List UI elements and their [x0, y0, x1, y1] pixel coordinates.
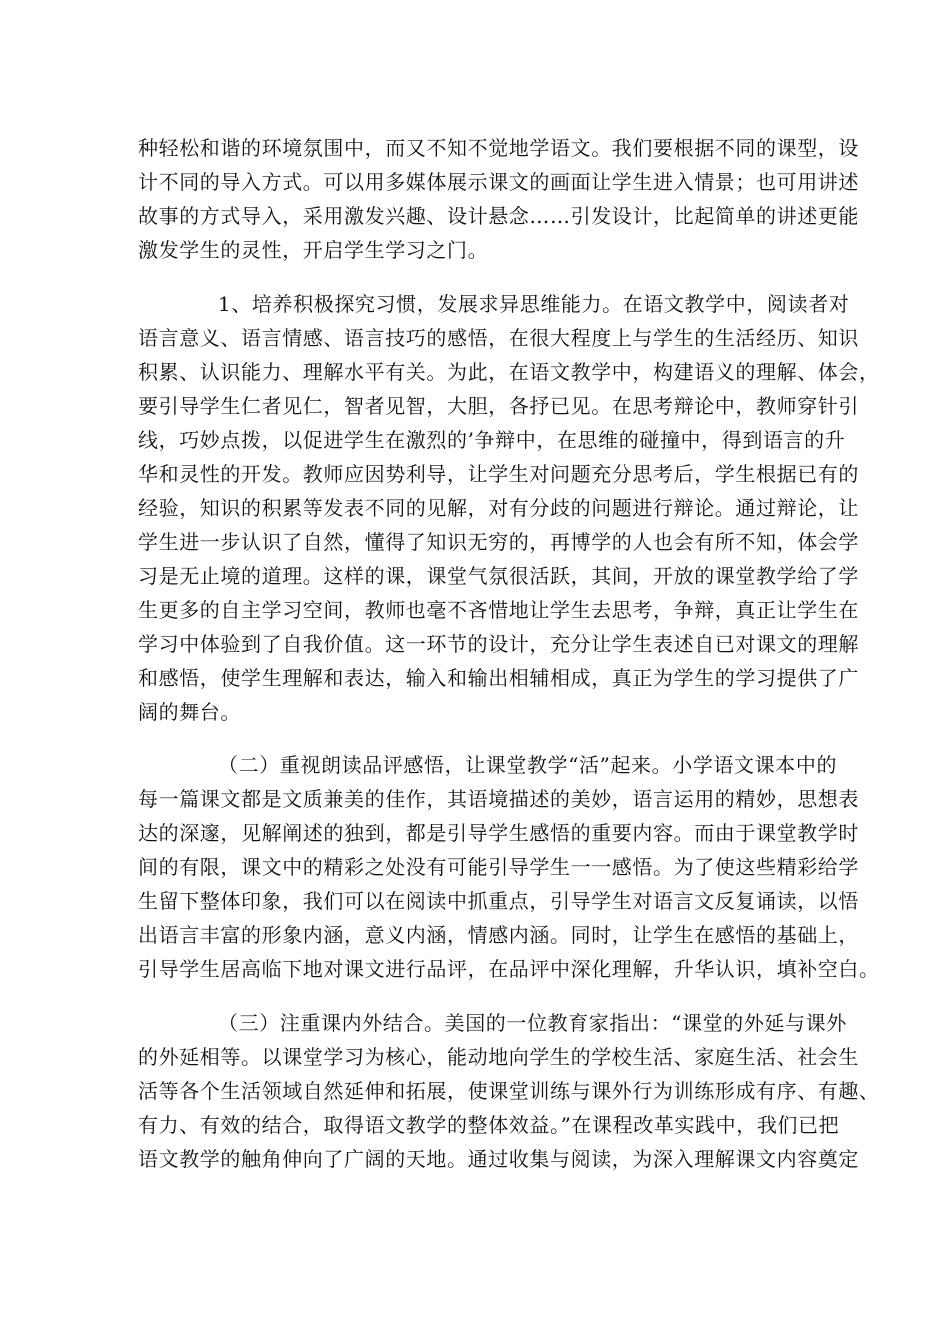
text-line: 出语言丰富的形象内涵，意义内涵，情感内涵。同时，让学生在感悟的基础上， [138, 923, 859, 947]
text-line: 激发学生的灵性，开启学生学习之门。 [138, 238, 489, 262]
text-line: 每一篇课文都是文质兼美的佳作，其语境描述的美妙，语言运用的精妙，思想表 [138, 787, 859, 811]
text-line: 语言意义、语言情感、语言技巧的感悟，在很大程度上与学生的生活经历、知识 [138, 326, 859, 350]
text-line: 有力、有效的结合，取得语文教学的整体效益。”在课程改革实践中，我们已把 [138, 1113, 840, 1137]
text-line: 线，巧妙点拨，以促进学生在激烈的’争辩中，在思维的碰撞中，得到语言的升 [138, 428, 846, 452]
text-line: 学生进一步认识了自然，懂得了知识无穷的，再博学的人也会有所不知，体会学 [138, 530, 859, 554]
text-line: 学习中体验到了自我价值。这一环节的设计，充分让学生表述自已对课文的理解 [138, 632, 859, 656]
text-line: （三）注重课内外结合。美国的一位教育家指出：“课堂的外延与课外 [218, 1011, 847, 1035]
text-line: 阔的舞台。 [138, 700, 241, 724]
text-line: 和感悟，使学生理解和表达，输入和输出相辅相成，真正为学生的学习提供了广 [138, 666, 859, 690]
text-line: 达的深邃，见解阐述的独到，都是引导学生感悟的重要内容。而由于课堂教学时 [138, 821, 859, 845]
text-line: 间的有限，课文中的精彩之处没有可能引导学生一一感悟。为了使这些精彩给学 [138, 855, 859, 879]
text-line: 华和灵性的开发。教师应因势利导，让学生对问题充分思考后，学生根据已有的 [138, 462, 859, 486]
text-line: 故事的方式导入，采用激发兴趣、设计悬念……引发设计，比起简单的讲述更能 [138, 204, 859, 228]
text-line: 生留下整体印象，我们可以在阅读中抓重点，引导学生对语言文反复诵读，以悟 [138, 889, 859, 913]
text-line: 习是无止境的道理。这样的课，课堂气氛很活跃，其间，开放的课堂教学给了学 [138, 564, 859, 588]
text-line: 计不同的导入方式。可以用多媒体展示课文的画面让学生进入情景；也可用讲述 [138, 170, 859, 194]
text-line: 积累、认识能力、理解水平有关。为此，在语文教学中，构建语义的理解、体会， [138, 360, 880, 384]
text-line: 经验，知识的积累等发表不同的见解，对有分歧的问题进行辩论。通过辩论，让 [138, 496, 859, 520]
text-line: 的外延相等。以课堂学习为核心，能动地向学生的学校生活、家庭生活、社会生 [138, 1045, 859, 1069]
text-line: 种轻松和谐的环境氛围中，而又不知不觉地学语文。我们要根据不同的课型，设 [138, 136, 859, 160]
text-line: 活等各个生活领域自然延伸和拓展，使课堂训练与课外行为训练形成有序、有趣、 [138, 1079, 880, 1103]
text-line: 1、培养积极探究习惯，发展求异思维能力。在语文教学中，阅读者对 [218, 292, 850, 316]
text-line: （二）重视朗读品评感悟，让课堂教学“活”起来。小学语文课本中的 [218, 753, 838, 777]
text-line: 语文教学的触角伸向了广阔的天地。通过收集与阅读，为深入理解课文内容奠定 [138, 1147, 859, 1171]
text-line: 要引导学生仁者见仁，智者见智，大胆，各抒已见。在思考辩论中，教师穿针引 [138, 394, 859, 418]
text-line: 生更多的自主学习空间，教师也毫不吝惜地让学生去思考，争辩，真正让学生在 [138, 598, 859, 622]
text-line: 引导学生居高临下地对课文进行品评，在品评中深化理解，升华认识，填补空白。 [138, 957, 880, 981]
